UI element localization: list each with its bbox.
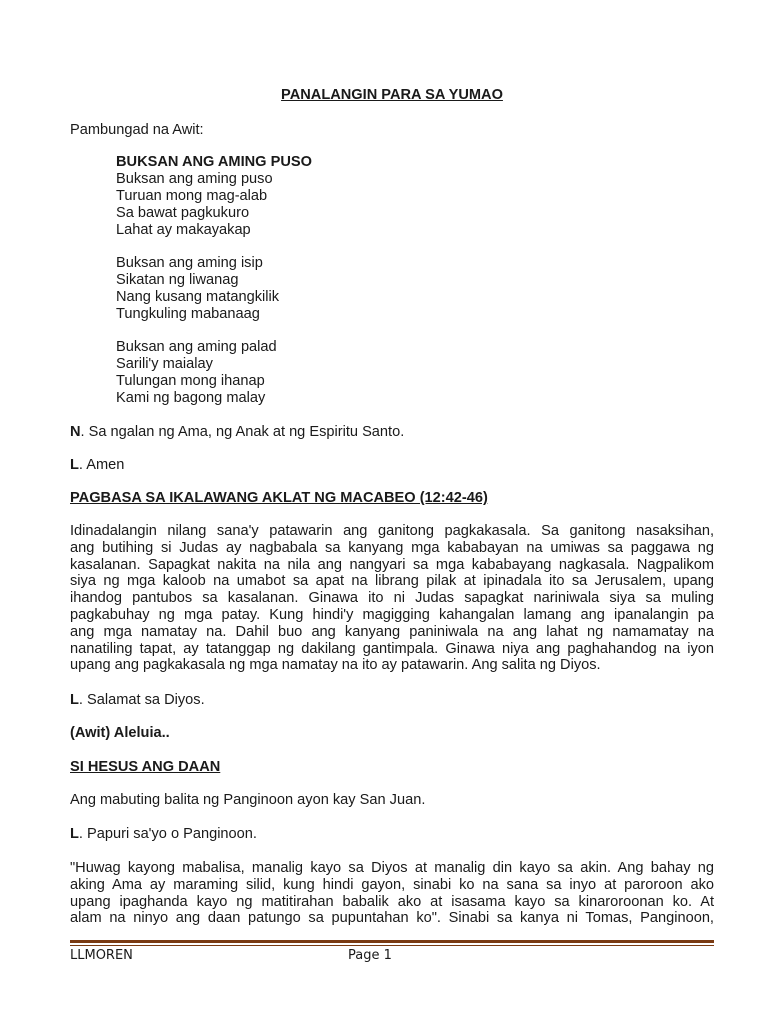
gospel-intro: Ang mabuting balita ng Panginoon ayon kay San Juan.	[70, 792, 426, 808]
response-line	[70, 457, 124, 474]
reading-line: siya ng mga kaloob na umabot sa apat na librang pilak at ipinadala ito sa Jerusalem, upang	[70, 573, 714, 590]
response-marker: L	[70, 826, 79, 842]
leader-marker: N	[70, 424, 81, 440]
reading-paragraph	[70, 523, 714, 674]
song-line: Sa bawat pagkukuro	[116, 205, 250, 221]
song-line: Buksan ang aming isip	[116, 255, 263, 271]
reading-line: pagkabuhay ng mga patay. Kung hindi'y magigging kahangalan lamang ang ipanalangin pa	[70, 606, 714, 623]
reading-heading: PAGBASA SA IKALAWANG AKLAT NG MACABEO (12:42-46)	[70, 490, 488, 506]
leader-line	[70, 424, 404, 441]
song-line: Turuan mong mag-alab	[116, 188, 268, 204]
response-text: . Salamat sa Diyos.	[78, 692, 205, 708]
song-heading: BUKSAN ANG AMING PUSO	[116, 154, 312, 170]
reading-line: ang mga namatay na. Dahil buo ang kanyang paniniwala na ang lahat ng namamatay na	[70, 623, 714, 640]
pambungad-label: Pambungad na Awit:	[70, 122, 204, 138]
reading-line: nanatiling tapat, ay tatanggap ng dakilang gantimpala. Ginawa niya ang paghahandog na iyon	[70, 640, 714, 657]
document-title: PANALANGIN PARA SA YUMAO	[281, 87, 503, 103]
footer-divider	[70, 940, 714, 943]
gospel-paragraph	[70, 860, 714, 927]
gospel-line: aking Ama ay maraming silid, kung hindi gayon, sinabi ko na sana sa inyo at paroroon ako	[70, 876, 714, 893]
response-line	[70, 826, 257, 843]
response-text: . Amen	[78, 457, 125, 473]
leader-text: . Sa ngalan ng Ama, ng Anak at ng Espiritu Santo.	[80, 424, 405, 440]
song-line: Kami ng bagong malay	[116, 390, 266, 406]
song-line: Tungkuling mabanaag	[116, 306, 260, 322]
document-page	[70, 0, 714, 1024]
gospel-line: "Huwag kayong mabalisa, manalig kayo sa Diyos at manalig din kayo sa akin. Ang bahay ng	[70, 860, 714, 876]
footer-divider-thin	[70, 945, 714, 946]
reading-line: Idinadalangin nilang sana'y patawarin ang ganitong pagkakasala. Sa ganitong nasaksihan,	[70, 523, 714, 539]
gospel-heading: SI HESUS ANG DAAN	[70, 759, 221, 775]
reading-line: upang ang pagkakasala ng mga namatay na ito ay patawarin. Ang salita ng Diyos.	[70, 657, 601, 674]
reading-line: ihandog pantubos sa kasalanan. Ginawa ito ni Judas sapagkat nariniwala siya sa muling	[70, 590, 714, 607]
response-line	[70, 692, 205, 709]
song-line: Tulungan mong ihanap	[116, 373, 265, 389]
song-line: Sikatan ng liwanag	[116, 272, 239, 288]
response-text: . Papuri sa'yo o Panginoon.	[78, 826, 257, 842]
aleluia-heading: (Awit) Aleluia..	[70, 725, 170, 741]
song-line: Nang kusang matangkilik	[116, 289, 280, 305]
footer-author: LLMOREN	[70, 948, 133, 963]
response-marker: L	[70, 457, 79, 473]
song-line: Buksan ang aming puso	[116, 171, 273, 187]
gospel-line: alam na ninyo ang daan patungo sa pupuntahan ko". Sinabi sa kanya ni Tomas, Panginoon,	[70, 910, 714, 927]
gospel-line: upang ipaghanda kayo ng matitirahan babalik ako at isasama kayo sa kinaroroonan ko. At	[70, 893, 714, 910]
reading-line: kasalanan. Sapagkat nakita na nila ang nangyari sa mga kababayang nagkasala. Nagpalikom	[70, 556, 714, 573]
song-line: Lahat ay makayakap	[116, 222, 251, 238]
song-line: Sarili'y maialay	[116, 356, 213, 372]
footer-page-number: Page 1	[348, 948, 392, 963]
song-line: Buksan ang aming palad	[116, 339, 277, 355]
reading-line: ang butihing si Judas ay nagbabala sa kanyang mga kababayan na umiwas sa paggawa ng	[70, 539, 714, 556]
response-marker: L	[70, 692, 79, 708]
